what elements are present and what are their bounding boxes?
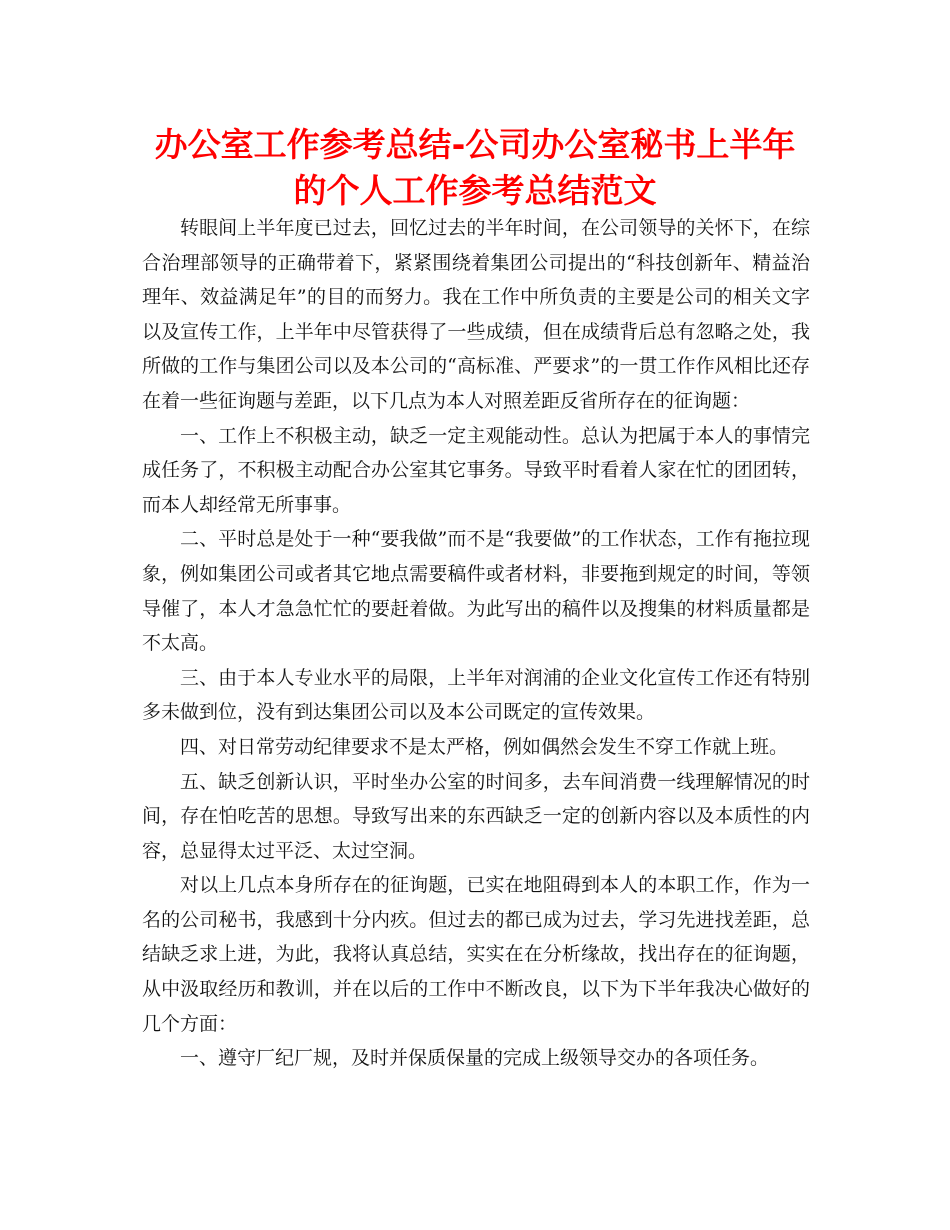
paragraph: 一、遵守厂纪厂规，及时并保质保量的完成上级领导交办的各项任务。 (180, 1047, 770, 1070)
paragraph: 三、由于本人专业水平的局限，上半年对润浦的企业文化宣传工作还有特别多未做到位，没有到达集团公司以及本公司既定的宣传效果。 (142, 666, 810, 724)
paragraph: 五、缺乏创新认识，平时坐办公室的时间多，去车间消费一线理解情况的时间，存在怕吃苦的思想。导致写出来的东西缺乏一定的创新内容以及本质性的内容，总显得太过平泛、太过空洞。 (142, 770, 810, 862)
document-body (142, 211, 810, 1076)
paragraph: 一、工作上不积极主动，缺乏一定主观能动性。总认为把属于本人的事情完成任务了，不积极主动配合办公室其它事务。导致平时看着人家在忙的团团转，而本人却经常无所事事。 (142, 424, 810, 516)
paragraph: 二、平时总是处于一种“要我做”而不是“我要做”的工作状态，工作有拖拉现象，例如集团公司或者其它地点需要稿件或者材料，非要拖到规定的时间，等领导催了，本人才急急忙忙的要赶着做。为此写出的稿件以及搜集的材料质量都是不太高。 (142, 528, 810, 655)
paragraph: 对以上几点本身所存在的征询题，已实在地阻碍到本人的本职工作，作为一名的公司秘书，我感到十分内疚。但过去的都已成为过去，学习先进找差距，总结缺乏求上进，为此，我将认真总结，实实在在分析缘故，找出存在的征询题，从中汲取经历和教训，并在以后的工作中不断改良，以下为下半年我决心做好的几个方面： (142, 874, 810, 1035)
document-title: 办公室工作参考总结-公司办公室秘书上半年的个人工作参考总结范文 (154, 125, 796, 210)
paragraph: 四、对日常劳动纪律要求不是太严格，例如偶然会发生不穿工作就上班。 (180, 735, 789, 758)
paragraph: 转眼间上半年度已过去，回忆过去的半年时间，在公司领导的关怀下，在综合治理部领导的正确带着下，紧紧围绕着集团公司提出的“科技创新年、精益治理年、效益满足年”的目的而努力。我在工作中所负责的主要是公司的相关文字以及宣传工作，上半年中尽管获得了一些成绩，但在成绩背后总有忽略之处，我所做的工作与集团公司以及本公司的“高标准、严要求”的一贯工作作风相比还存在着一些征询题与差距，以下几点为本人对照差距反省所存在的征询题： (142, 217, 810, 412)
